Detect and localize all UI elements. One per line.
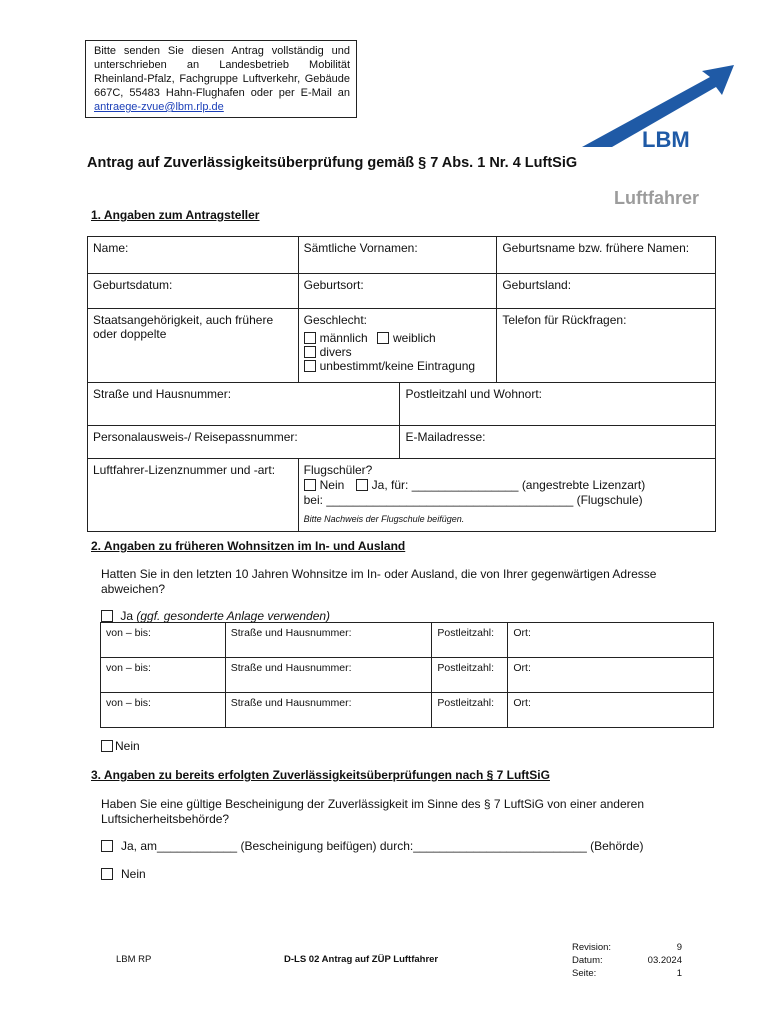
- footer-values: [620, 941, 682, 980]
- residence-table: [100, 622, 714, 728]
- section2-ja-label: Ja: [120, 609, 134, 623]
- section3-ja-option: [101, 839, 643, 854]
- datum-label: Datum:: [572, 955, 603, 966]
- row2-plz-label: Postleitzahl:: [437, 662, 495, 674]
- revision-label: Revision:: [572, 942, 612, 953]
- row1-plz-label: Postleitzahl:: [437, 627, 495, 639]
- row2-strasse[interactable]: [225, 658, 432, 693]
- lizenz-label: Luftfahrer-Lizenznummer und -art:: [93, 463, 276, 477]
- row2-von-bis[interactable]: [101, 658, 226, 693]
- section2-ja-note: (ggf. gesonderte Anlage verwenden): [136, 609, 331, 623]
- page-title: Antrag auf Zuverlässigkeitsüberprüfung gemäß § 7 Abs. 1 Nr. 4 LuftSiG: [87, 155, 578, 171]
- row1-ort[interactable]: [508, 623, 714, 658]
- telefon-field[interactable]: [497, 309, 716, 383]
- lbm-logo-graphic: [582, 65, 734, 155]
- footer-labels: [572, 941, 611, 980]
- maennlich-label: männlich: [319, 331, 368, 345]
- divers-checkbox[interactable]: [304, 346, 316, 358]
- row1-von-bis-label: von – bis:: [106, 627, 151, 639]
- row1-von-bis[interactable]: [101, 623, 226, 658]
- section3-nein-label: Nein: [121, 867, 146, 881]
- row3-von-bis[interactable]: [101, 693, 226, 728]
- row3-plz[interactable]: [432, 693, 508, 728]
- page-subtitle: Luftfahrer: [614, 188, 699, 208]
- ausweis-label: Personalausweis-/ Reisepassnummer:: [93, 430, 298, 444]
- row2-plz[interactable]: [432, 658, 508, 693]
- geschlecht-label: Geschlecht:: [303, 313, 367, 327]
- section3-ja-checkbox[interactable]: [101, 840, 113, 852]
- vornamen-field[interactable]: [298, 237, 497, 274]
- seite-label: Seite:: [572, 968, 597, 979]
- section2-heading: 2. Angaben zu früheren Wohnsitzen im In- und Ausland: [91, 539, 406, 553]
- telefon-label: Telefon für Rückfragen:: [502, 313, 627, 327]
- section2-question: Hatten Sie in den letzten 10 Jahren Wohnsitze im In- oder Ausland, die von Ihrer gegenwärtigen Adresse abweichen?: [101, 567, 657, 596]
- section3-behoerde-blank[interactable]: __________________________: [413, 839, 587, 853]
- row3-ort[interactable]: [508, 693, 714, 728]
- row1-ort-label: Ort:: [513, 627, 531, 639]
- geburtsdatum-field[interactable]: [88, 274, 299, 309]
- geburtsdatum-label: Geburtsdatum:: [93, 278, 173, 292]
- applicant-table: [87, 236, 716, 532]
- email-field[interactable]: [400, 426, 716, 459]
- footer-left: LBM RP: [116, 954, 152, 965]
- flugschueler-ja-label: Ja, für:: [371, 478, 409, 492]
- weiblich-checkbox[interactable]: [377, 332, 389, 344]
- seite-value: 1: [676, 968, 682, 979]
- bei-label: bei:: [303, 493, 323, 507]
- section3-question: Haben Sie eine gültige Bescheinigung der Zuverlässigkeit im Sinne des § 7 LuftSiG von einer anderen Luftsicherheitsbehörde?: [101, 797, 644, 826]
- footer-center: D-LS 02 Antrag auf ZÜP Luftfahrer: [284, 954, 439, 965]
- lizenz-blank[interactable]: ________________: [411, 478, 519, 492]
- plz-wohnort-label: Postleitzahl und Wohnort:: [405, 387, 543, 401]
- logo-text: LBM: [642, 127, 690, 152]
- nachweis-note: Bitte Nachweis der Flugschule beifügen.: [303, 514, 465, 524]
- email-label: E-Mailadresse:: [405, 430, 486, 444]
- maennlich-checkbox[interactable]: [304, 332, 316, 344]
- unbestimmt-checkbox[interactable]: [304, 360, 316, 372]
- geburtsname-field[interactable]: [497, 237, 716, 274]
- plz-wohnort-field[interactable]: [400, 383, 716, 426]
- submission-notice: [85, 40, 357, 118]
- staatsangehoerigkeit-field[interactable]: [88, 309, 299, 383]
- geburtsname-label: Geburtsname bzw. frühere Namen:: [502, 241, 690, 255]
- row2-strasse-label: Straße und Hausnummer:: [230, 662, 352, 674]
- angestrebte-label: (angestrebte Lizenzart): [521, 478, 646, 492]
- revision-value: 9: [676, 942, 682, 953]
- datum-value: 03.2024: [647, 955, 682, 966]
- section3-ja-label: Ja, am: [121, 839, 158, 853]
- flugschueler-nein-label: Nein: [319, 478, 345, 492]
- flugschueler-ja-checkbox[interactable]: [356, 479, 368, 491]
- section2-nein-option: [101, 739, 140, 754]
- geburtsland-label: Geburtsland:: [502, 278, 572, 292]
- flugschueler-nein-checkbox[interactable]: [304, 479, 316, 491]
- row3-strasse[interactable]: [225, 693, 432, 728]
- section3-bescheinigung-label: (Bescheinigung beifügen) durch:: [240, 839, 414, 853]
- vornamen-label: Sämtliche Vornamen:: [303, 241, 418, 255]
- divers-label: divers: [319, 345, 352, 359]
- row2-von-bis-label: von – bis:: [106, 662, 151, 674]
- ausweis-field[interactable]: [88, 426, 400, 459]
- strasse-label: Straße und Hausnummer:: [93, 387, 232, 401]
- lbm-logo: [582, 65, 734, 155]
- row3-strasse-label: Straße und Hausnummer:: [230, 697, 352, 709]
- row1-strasse[interactable]: [225, 623, 432, 658]
- section2-nein-label: Nein: [115, 739, 140, 753]
- section3-heading: 3. Angaben zu bereits erfolgten Zuverlässigkeitsüberprüfungen nach § 7 LuftSiG: [91, 768, 550, 782]
- section3-nein-checkbox[interactable]: [101, 868, 113, 880]
- section3-nein-option: [101, 867, 146, 882]
- flugschueler-field: [298, 459, 715, 532]
- section2-nein-checkbox[interactable]: [101, 740, 113, 752]
- name-field[interactable]: [88, 237, 299, 274]
- row3-ort-label: Ort:: [513, 697, 531, 709]
- unbestimmt-label: unbestimmt/keine Eintragung: [319, 359, 476, 373]
- row3-von-bis-label: von – bis:: [106, 697, 151, 709]
- staatsangehoerigkeit-label: Staatsangehörigkeit, auch frühere oder doppelte: [93, 313, 274, 341]
- lizenz-field[interactable]: [88, 459, 299, 532]
- section1-heading: 1. Angaben zum Antragsteller: [91, 208, 260, 222]
- flugschule-blank[interactable]: _____________________________________: [326, 493, 574, 507]
- row2-ort[interactable]: [508, 658, 714, 693]
- row3-plz-label: Postleitzahl:: [437, 697, 495, 709]
- flugschueler-label: Flugschüler?: [303, 463, 373, 477]
- notice-email-link[interactable]: antraege-zvue@lbm.rlp.de: [94, 101, 224, 113]
- flugschule-label: (Flugschule): [576, 493, 643, 507]
- geburtsort-field[interactable]: [298, 274, 497, 309]
- section3-behoerde-label: (Behörde): [590, 839, 644, 853]
- weiblich-label: weiblich: [393, 331, 436, 345]
- section3-date-blank[interactable]: ____________: [157, 839, 238, 853]
- row1-plz[interactable]: [432, 623, 508, 658]
- row1-strasse-label: Straße und Hausnummer:: [230, 627, 352, 639]
- strasse-field[interactable]: [88, 383, 400, 426]
- name-label: Name:: [93, 241, 129, 255]
- geschlecht-field: [298, 309, 497, 383]
- geburtsort-label: Geburtsort:: [303, 278, 364, 292]
- geburtsland-field[interactable]: [497, 274, 716, 309]
- notice-text: Bitte senden Sie diesen Antrag vollständig und unterschrieben an Landesbetrieb Mobilität Rheinland-Pfalz, Fachgruppe Luftverkehr, Gebäude 667C, 55483 Hahn-Flughafen oder per E-Mail an: [94, 45, 350, 99]
- row2-ort-label: Ort:: [513, 662, 531, 674]
- section2-ja-checkbox[interactable]: [101, 610, 113, 622]
